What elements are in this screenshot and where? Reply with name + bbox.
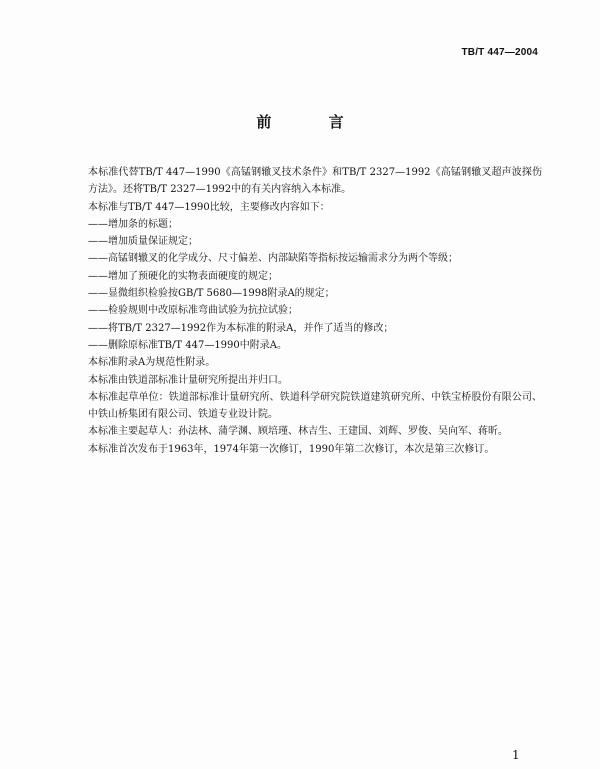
foreword-body xyxy=(74,164,542,458)
paragraph-history: 本标准首次发布于1963年，1974年第一次修订，1990年第二次修订，本次是第三次修订。 xyxy=(88,443,495,455)
change-item: ——增加质量保证规定； xyxy=(88,236,198,248)
change-item: ——将TB/T 2327—1992作为本标准的附录A，并作了适当的修改； xyxy=(88,322,394,334)
page-number: 1 xyxy=(512,748,520,762)
change-item: ——显微组织检验按GB/T 5680—1998附录A的规定； xyxy=(88,288,335,300)
change-item: ——增加条的标题； xyxy=(88,218,178,230)
paragraph-proposer: 本标准由铁道部标准计量研究所提出并归口。 xyxy=(88,374,288,386)
change-item: ——删除原标准TB/T 447—1990中附录A。 xyxy=(88,339,287,351)
paragraph-replacement: 本标准代替TB/T 447—1990《高锰钢辙叉技术条件》和TB/T 2327—1992《高锰钢辙叉超声波探伤方法》。还将TB/T 2327—1992中的有关内容纳入本标准。 xyxy=(88,167,542,196)
change-item: ——检验规则中改原标准弯曲试验为抗拉试验； xyxy=(88,305,298,317)
paragraph-changes-intro: 本标准与TB/T 447—1990比较，主要修改内容如下： xyxy=(88,201,330,213)
paragraph-appendix: 本标准附录A为规范性附录。 xyxy=(88,357,216,369)
standard-number: TB/T 447—2004 xyxy=(461,47,538,58)
change-item: ——高锰钢辙叉的化学成分、尺寸偏差、内部缺陷等指标按运输需求分为两个等级； xyxy=(88,253,458,265)
page-title: 前 言 xyxy=(256,113,370,131)
paragraph-drafting-units: 本标准起草单位：铁道部标准计量研究所、铁道科学研究院铁道建筑研究所、中铁宝桥股份有限公司、中铁山桥集团有限公司、铁道专业设计院。 xyxy=(88,391,542,421)
paragraph-drafters: 本标准主要起草人：孙法林、蒲学渊、顾培瑾、林吉生、王建国、刘辉、罗俊、吴向军、蒋昕。 xyxy=(88,426,508,438)
change-item: ——增加了预硬化的实物表面硬度的规定； xyxy=(88,270,278,282)
